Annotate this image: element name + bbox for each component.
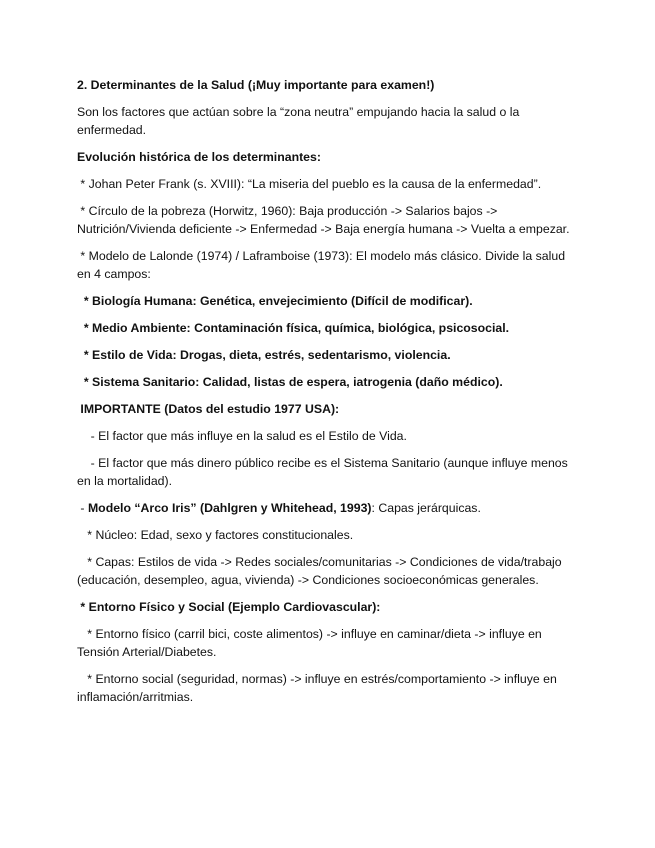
campo-estilo-vida: * Estilo de Vida: Drogas, dieta, estrés, sedentarismo, violencia. [77,348,451,362]
entorno-social-item: * Entorno social (seguridad, normas) -> influye en estrés/comportamiento -> influye en inflamación/arritmias. [77,672,561,704]
intro-paragraph: Son los factores que actúan sobre la “zona neutra” empujando hacia la salud o la enfermedad. [77,105,523,137]
arcoiris-item [77,499,577,517]
arcoiris-title: Modelo “Arco Iris” (Dahlgren y Whitehead, 1993) [87,501,372,515]
arcoiris-rest: : Capas jerárquicas. [371,501,481,515]
evolucion-heading: Evolución histórica de los determinantes: [77,150,321,164]
importante-heading: IMPORTANTE (Datos del estudio 1977 USA): [77,402,340,416]
capas-item: * Capas: Estilos de vida -> Redes sociales/comunitarias -> Condiciones de vida/trabajo (educación, desempleo, agua, vivienda) -> Condiciones socioeconómicas generales. [77,555,566,587]
entorno-heading: * Entorno Físico y Social (Ejemplo Cardiovascular): [77,600,381,614]
importante-item-sistema: - El factor que más dinero público recibe es el Sistema Sanitario (aunque influye menos en la mortalidad). [77,456,572,488]
section-heading: 2. Determinantes de la Salud (¡Muy importante para examen!) [77,78,435,92]
nucleo-item: * Núcleo: Edad, sexo y factores constitucionales. [77,528,354,542]
entorno-fisico-item: * Entorno físico (carril bici, coste alimentos) -> influye en caminar/dieta -> influye en Tensión Arterial/Diabetes. [77,627,545,659]
arcoiris-prefix: - [77,501,88,515]
circulo-pobreza-item: * Círculo de la pobreza (Horwitz, 1960): Baja producción -> Salarios bajos -> Nutrición/Vivienda deficiente -> Enfermedad -> Baja energía humana -> Vuelta a empezar. [77,204,570,236]
campo-sistema-sanitario: * Sistema Sanitario: Calidad, listas de espera, iatrogenia (daño médico). [77,375,503,389]
frank-item: * Johan Peter Frank (s. XVIII): “La miseria del pueblo es la causa de la enfermedad”. [77,177,542,191]
campo-biologia: * Biología Humana: Genética, envejecimiento (Difícil de modificar). [77,294,473,308]
importante-item-estilo: - El factor que más influye en la salud es el Estilo de Vida. [77,429,407,443]
lalonde-item: * Modelo de Lalonde (1974) / Laframboise (1973): El modelo más clásico. Divide la salud en 4 campos: [77,249,569,281]
campo-medio-ambiente: * Medio Ambiente: Contaminación física, química, biológica, psicosocial. [77,321,510,335]
